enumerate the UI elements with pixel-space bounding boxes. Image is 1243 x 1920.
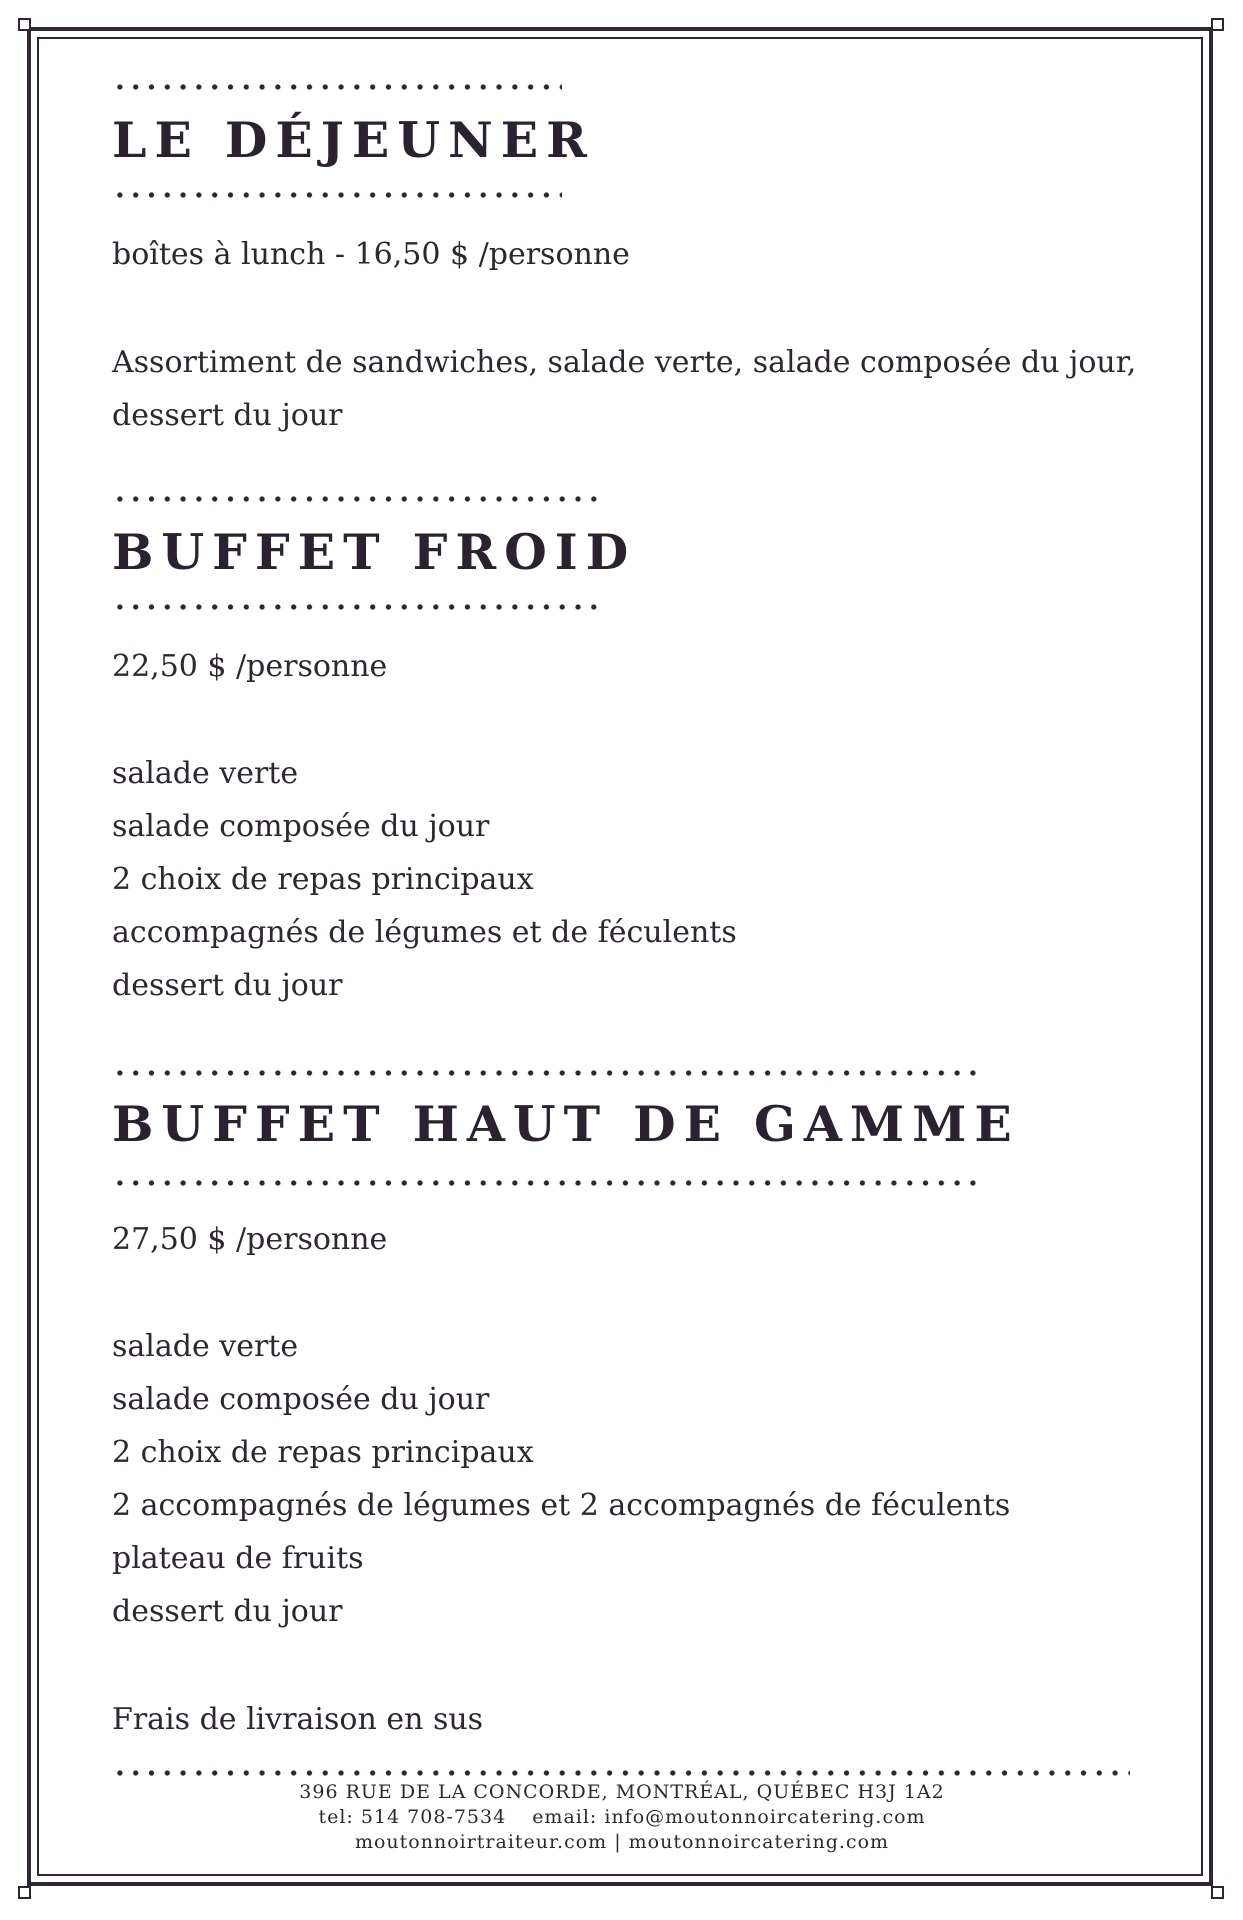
menu-item: salade composée du jour bbox=[112, 809, 490, 844]
corner-ornament-bottom-left bbox=[18, 1886, 31, 1899]
menu-item: 2 choix de repas principaux bbox=[112, 862, 534, 897]
section-heading-buffet-haut-de-gamme: BUFFET HAUT DE GAMME bbox=[112, 1095, 1020, 1153]
menu-item: plateau de fruits bbox=[112, 1541, 364, 1576]
footer-email: email: info@moutonnoircatering.com bbox=[532, 1806, 926, 1828]
corner-ornament-bottom-right bbox=[1211, 1886, 1224, 1899]
contact-footer bbox=[112, 1780, 1132, 1855]
menu-item: salade verte bbox=[112, 756, 299, 791]
menu-item: 2 choix de repas principaux bbox=[112, 1435, 534, 1470]
menu-item: dessert du jour bbox=[112, 968, 343, 1003]
footer-phone: tel: 514 708-7534 bbox=[318, 1806, 507, 1828]
menu-item: salade composée du jour bbox=[112, 1382, 490, 1417]
section-price-buffet-haut-de-gamme: 27,50 $ /personne bbox=[112, 1222, 388, 1257]
dotted-rule bbox=[112, 1070, 978, 1076]
corner-ornament-top-right bbox=[1211, 18, 1224, 31]
dotted-rule bbox=[112, 496, 598, 502]
section-price-dejeuner: boîtes à lunch - 16,50 $ /personne bbox=[112, 237, 630, 272]
menu-item-list-buffet-froid bbox=[112, 747, 737, 1012]
corner-ornament-top-left bbox=[18, 18, 31, 31]
menu-item: salade verte bbox=[112, 1329, 299, 1364]
dotted-rule bbox=[112, 84, 562, 90]
dotted-rule bbox=[112, 604, 598, 610]
section-heading-buffet-froid: BUFFET FROID bbox=[112, 523, 637, 581]
dotted-rule bbox=[112, 1770, 1130, 1776]
menu-item: 2 accompagnés de légumes et 2 accompagnés de féculents bbox=[112, 1488, 1011, 1523]
menu-item-list-buffet-haut-de-gamme bbox=[112, 1320, 1010, 1638]
footer-address: 396 RUE DE LA CONCORDE, MONTRÉAL, QUÉBEC H3J 1A2 bbox=[299, 1781, 945, 1803]
footer-websites: moutonnoirtraiteur.com | moutonnoircatering.com bbox=[354, 1831, 890, 1853]
section-description-line: Assortiment de sandwiches, salade verte, salade composée du jour, bbox=[112, 345, 1137, 380]
dotted-rule bbox=[112, 192, 562, 198]
footer-contact-line bbox=[112, 1805, 1132, 1830]
menu-item: dessert du jour bbox=[112, 1594, 343, 1629]
dotted-rule bbox=[112, 1180, 978, 1186]
delivery-note: Frais de livraison en sus bbox=[112, 1702, 484, 1737]
section-heading-dejeuner: LE DÉJEUNER bbox=[112, 111, 595, 169]
section-price-buffet-froid: 22,50 $ /personne bbox=[112, 649, 388, 684]
section-description-line: dessert du jour bbox=[112, 398, 343, 433]
menu-item: accompagnés de légumes et de féculents bbox=[112, 915, 737, 950]
